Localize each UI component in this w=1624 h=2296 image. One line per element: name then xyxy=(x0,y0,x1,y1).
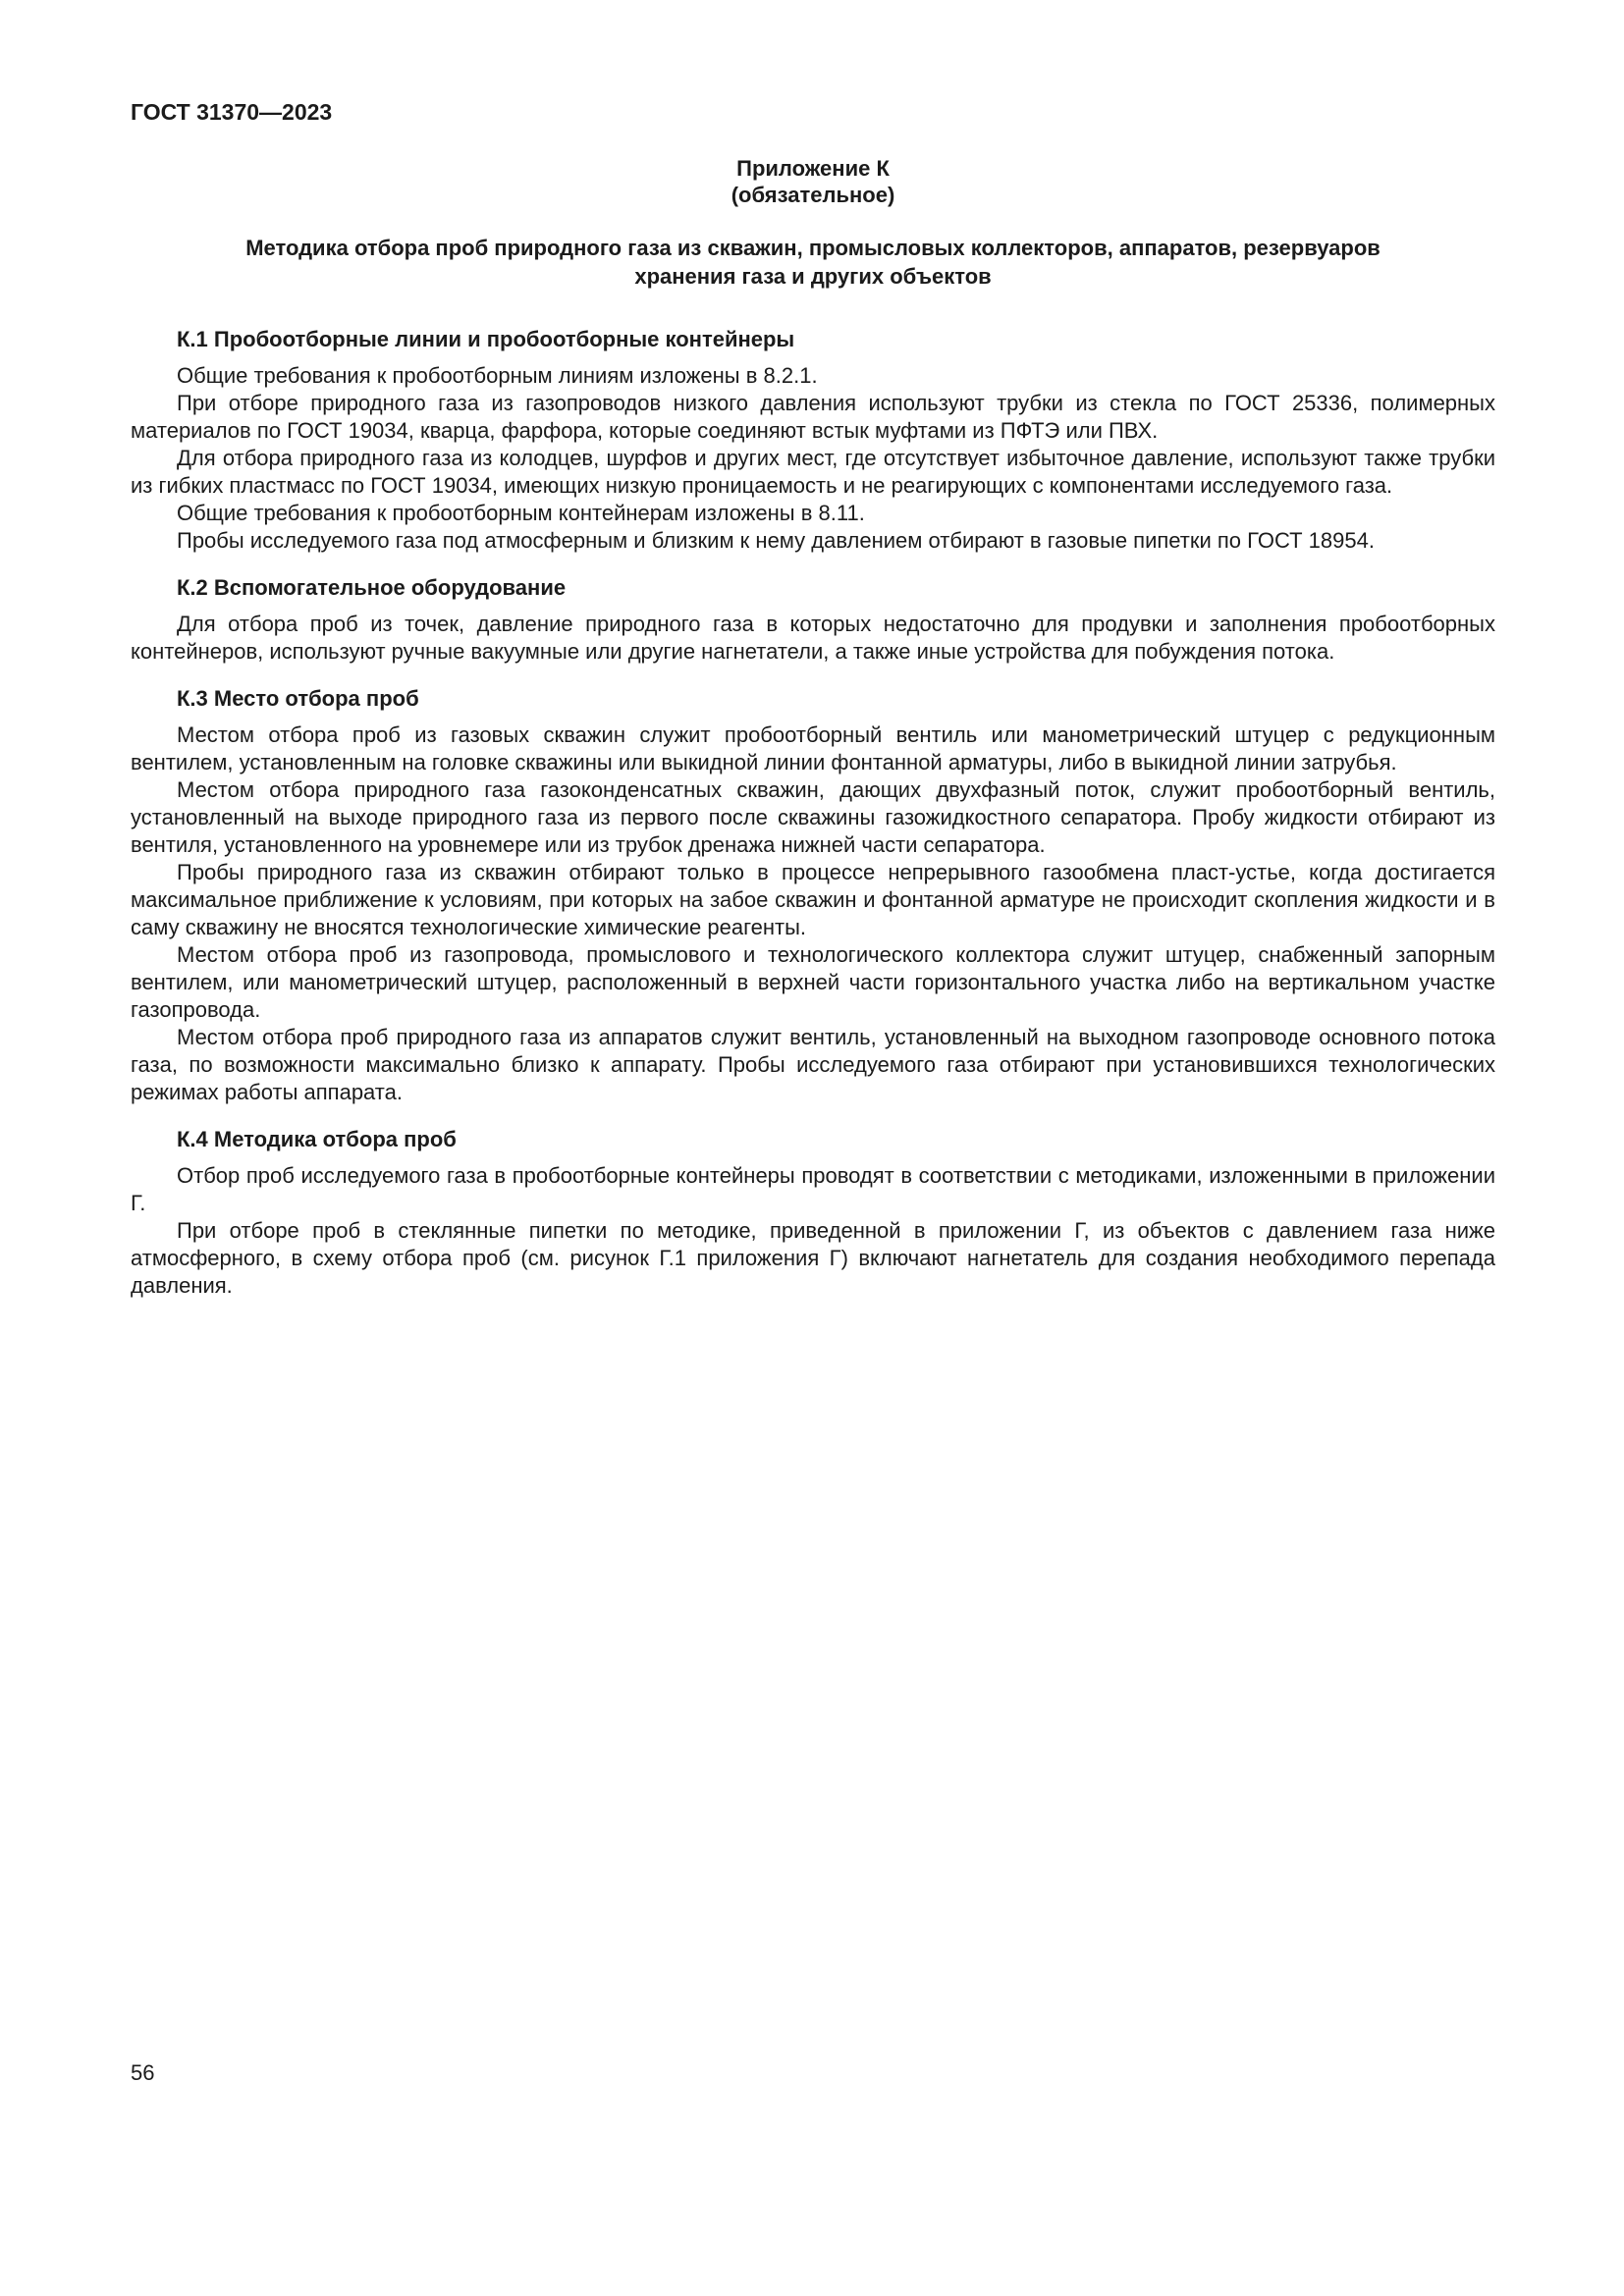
appendix-head xyxy=(131,155,1495,208)
appendix-title: Методика отбора проб природного газа из скважин, промысловых коллекторов, аппаратов, резервуаров хранения газа и других объектов xyxy=(245,236,1380,289)
paragraph: Местом отбора проб из газопровода, промыслового и технологического коллектора служит штуцер, снабженный запорным вентилем, или манометрический штуцер, расположенный в верхней части горизонтального участка либо на вертикальном участке газопровода. xyxy=(131,942,1495,1022)
section-k3 xyxy=(131,685,1495,1106)
section-k3-heading: К.3 Место отбора проб xyxy=(177,686,419,711)
section-k4 xyxy=(131,1126,1495,1300)
paragraph: Местом отбора природного газа газоконденсатных скважин, дающих двухфазный поток, служит пробоотборный вентиль, установленный на выходе природного газа из первого после скважины газожидкостного сепаратора. Пробу жидкости отбирают из вентиля, установленного на уровнемере или из трубок дренажа нижней части сепаратора. xyxy=(131,777,1495,857)
section-k2-heading: К.2 Вспомогательное оборудование xyxy=(177,575,567,600)
page-content xyxy=(131,98,1495,1300)
paragraph: При отборе проб в стеклянные пипетки по методике, приведенной в приложении Г, из объектов с давлением газа ниже атмосферного, в схему отбора проб (см. рисунок Г.1 приложения Г) включают нагнетатель для создания необходимого перепада давления. xyxy=(131,1218,1495,1298)
paragraph: Общие требования к пробоотборным линиям изложены в 8.2.1. xyxy=(177,363,818,388)
paragraph: Для отбора природного газа из колодцев, шурфов и других мест, где отсутствует избыточное давление, используют также трубки из гибких пластмасс по ГОСТ 19034, имеющих низкую проницаемость и не реагирующих с компонентами исследуемого газа. xyxy=(131,446,1495,498)
paragraph: Для отбора проб из точек, давление природного газа в которых недостаточно для продувки и заполнения пробоотборных контейнеров, используют ручные вакуумные или другие нагнетатели, а также иные устройства для побуждения потока. xyxy=(131,612,1495,664)
page-number: 56 xyxy=(131,2060,155,2085)
section-k4-heading: К.4 Методика отбора проб xyxy=(177,1127,457,1151)
paragraph: Отбор проб исследуемого газа в пробоотборные контейнеры проводят в соответствии с методиками, изложенными в приложении Г. xyxy=(131,1163,1495,1215)
standard-number: ГОСТ 31370—2023 xyxy=(131,99,333,125)
paragraph: Местом отбора проб из газовых скважин служит пробоотборный вентиль или манометрический штуцер с редукционным вентилем, установленным на головке скважины или выкидной линии фонтанной арматуры, либо в выкидной линии затрубья. xyxy=(131,722,1495,774)
paragraph: Пробы исследуемого газа под атмосферным и близким к нему давлением отбирают в газовые пипетки по ГОСТ 18954. xyxy=(177,528,1375,553)
section-k1 xyxy=(131,326,1495,555)
appendix-label: Приложение К xyxy=(736,156,890,181)
paragraph: Местом отбора проб природного газа из аппаратов служит вентиль, установленный на выходном газопроводе основного потока газа, по возможности максимально близко к аппарату. Пробы исследуемого газа отбирают при установившихся технологических режимах работы аппарата. xyxy=(131,1025,1495,1104)
paragraph: При отборе природного газа из газопроводов низкого давления используют трубки из стекла по ГОСТ 25336, полимерных материалов по ГОСТ 19034, кварца, фарфора, которые соединяют встык муфтами из ПФТЭ или ПВХ. xyxy=(131,391,1495,443)
appendix-obligation: (обязательное) xyxy=(731,183,895,207)
running-header xyxy=(131,98,1495,126)
paragraph: Пробы природного газа из скважин отбирают только в процессе непрерывного газообмена пласт-устье, когда достигается максимальное приближение к условиям, при которых на забое скважин и фонтанной арматуре не происходит скопления жидкости и в саму скважину не вносятся технологические химические реагенты. xyxy=(131,860,1495,939)
section-k2 xyxy=(131,574,1495,666)
paragraph: Общие требования к пробоотборным контейнерам изложены в 8.11. xyxy=(177,501,865,525)
section-k1-heading: К.1 Пробоотборные линии и пробоотборные контейнеры xyxy=(177,327,795,351)
